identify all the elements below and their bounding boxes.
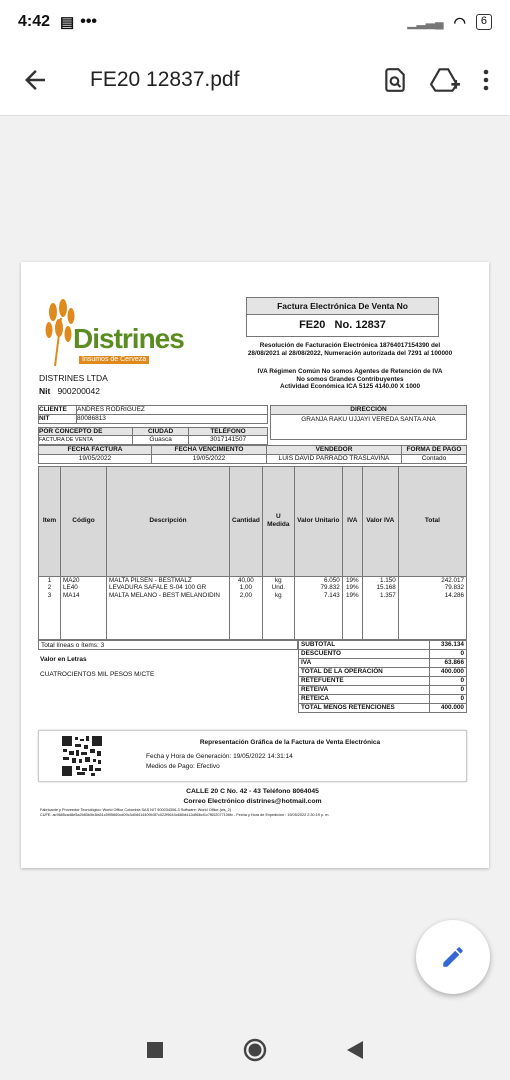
- dates-table: [38, 445, 467, 464]
- company-name: DISTRINES LTDA: [39, 373, 108, 383]
- company-nit: [39, 386, 100, 396]
- tax-line: No somos Grandes Contribuyentes: [296, 375, 404, 383]
- invoice-title: Factura Electrónica De Venta No: [247, 298, 438, 315]
- cliente-label: CLIENTE: [39, 406, 77, 415]
- totals-table: [298, 640, 467, 713]
- invoice-number-box: [246, 297, 439, 337]
- edit-pencil-icon: [440, 944, 466, 970]
- total-lines: Total líneas o ítems: 3: [38, 640, 298, 650]
- provider-info: Fabricante y Proveedor Tecnológico: World Office Colombia SAS NIT 900034306-3 Software: World Office (ws_2): [40, 808, 231, 812]
- concepto-label: POR CONCEPTO DE: [39, 427, 133, 436]
- more-vert-icon[interactable]: [482, 68, 490, 92]
- totals-row: IVA 63.866: [299, 659, 467, 668]
- wifi-icon: ◠: [453, 13, 466, 30]
- totals-row: RETEIVA 0: [299, 686, 467, 695]
- nit-client-value: 80086813: [77, 414, 268, 423]
- forma-pago-value: Contado: [402, 454, 467, 463]
- generation-date: Fecha y Hora de Generación: 19/05/2022 14:31:14: [146, 753, 293, 760]
- back-arrow-icon[interactable]: [20, 65, 50, 95]
- totals-row: RETEICA 0: [299, 695, 467, 704]
- col-header: Valor IVA: [362, 467, 398, 577]
- logo-tagline: Insumos de Cerveza: [79, 356, 149, 364]
- more-dots-icon: •••: [80, 13, 98, 30]
- table-row: 1 MA20 MALTA PILSEN - BESTMALZ 40,00 kg 6.050 19% 1.150 242.017: [39, 576, 467, 584]
- recents-square-icon[interactable]: [147, 1042, 163, 1058]
- payment-method: Medios de Pago: Efectivo: [146, 763, 220, 770]
- col-header: Total: [398, 467, 466, 577]
- totals-row: TOTAL MENOS RETENCIONES 400.000: [299, 704, 467, 713]
- search-document-icon[interactable]: [382, 67, 408, 93]
- totals-row: TOTAL DE LA OPERACIÓN 400.000: [299, 668, 467, 677]
- ciudad-value: Guasca: [133, 436, 189, 445]
- tax-line: IVA Régimen Común No somos Agentes de Retención de IVA: [257, 368, 443, 375]
- signal-icon: ▁▂▃▄: [407, 15, 444, 29]
- nit-label: Nit: [39, 386, 51, 396]
- pdf-page[interactable]: [21, 262, 489, 868]
- document-title: FE20 12837.pdf: [90, 67, 240, 91]
- ciudad-label: CIUDAD: [133, 427, 189, 436]
- tax-info: [247, 368, 453, 391]
- fecha-factura-value: 19/05/2022: [39, 454, 152, 463]
- client-table: [38, 405, 268, 445]
- invoice-number: FE20 No. 12837: [299, 319, 386, 332]
- fecha-venc-value: 19/05/2022: [152, 454, 267, 463]
- totals-row: DESCUENTO 0: [299, 650, 467, 659]
- col-header: Cantidad: [230, 467, 263, 577]
- company-logo: [41, 298, 184, 368]
- battery-icon: 6: [476, 14, 492, 30]
- direccion-value: GRANJA RAKU UJJAYI VEREDA SANTA ANA: [301, 415, 436, 423]
- cufe: CUFE: ac9685ca48e5a2b83b0b3fa51c5f95660cd09c3d0d414409b3f7c022f9644c680d412d866cf1c7f602077106fc - Fecha y Hora de Expedición : 19/05/2022 2:30:19 p. m.: [40, 813, 330, 817]
- status-time: 4:42: [18, 13, 51, 30]
- vendedor-label: VENDEDOR: [267, 446, 402, 455]
- representation-title: Representación Gráfica de la Factura de Venta Electrónica: [199, 739, 381, 746]
- nit-client-label: NIT: [39, 414, 77, 423]
- items-table: [38, 466, 467, 640]
- representation-box: [38, 730, 467, 782]
- valor-letras: CUATROCIENTOS MIL PESOS M/CTE: [40, 671, 155, 678]
- col-header: Valor Unitario: [294, 467, 342, 577]
- cliente-value: ANDRES RODRIGUEZ: [77, 406, 268, 415]
- table-row: 3 MA14 MALTA MELANO - BEST MELANOIDIN 2,00 kg 7.143 19% 1.357 14.286: [39, 592, 467, 639]
- qr-code-icon: [61, 735, 103, 777]
- resolution-text: Resolución de Facturación Electrónica 18764017154390 del 28/08/2021 al 28/08/2022, Numeración autorizada del 7291 al 100000: [247, 342, 453, 357]
- nit-value: 900200042: [57, 386, 100, 396]
- direccion-label: DIRECCIÓN: [271, 406, 466, 415]
- col-header: Código: [61, 467, 107, 577]
- col-header: Item: [39, 467, 61, 577]
- col-header: IVA: [342, 467, 362, 577]
- telefono-value: 3017141507: [189, 436, 268, 445]
- fecha-venc-label: FECHA VENCIMIENTO: [152, 446, 267, 455]
- company-address: CALLE 20 C No. 42 - 43 Teléfono 8064045: [186, 788, 319, 795]
- col-header: Descripción: [107, 467, 230, 577]
- totals-row: RETEFUENTE 0: [299, 677, 467, 686]
- tax-line: Actividad Económica ICA 5125 4140.00 X 1000: [279, 383, 421, 391]
- app-bar: [0, 44, 510, 116]
- back-triangle-icon[interactable]: [347, 1041, 363, 1059]
- message-icon: ▤: [60, 14, 75, 31]
- direccion-box: [270, 405, 467, 440]
- system-nav-bar: [0, 1020, 510, 1080]
- totals-row: SUBTOTAL 336.134: [299, 641, 467, 650]
- home-circle-icon[interactable]: [243, 1038, 267, 1062]
- status-bar: [0, 0, 510, 44]
- col-header: U Medida: [262, 467, 294, 577]
- edit-fab-button[interactable]: [416, 920, 490, 994]
- valor-letras-label: Valor en Letras: [40, 656, 87, 663]
- concepto-value: FACTURA DE VENTA: [39, 436, 133, 445]
- vendedor-value: LUIS DAVID PARRADO TRASLAVIÑA: [267, 454, 402, 463]
- drive-add-icon[interactable]: [430, 67, 460, 93]
- telefono-label: TELÉFONO: [189, 427, 268, 436]
- company-email: Correo Electrónico distrines@hotmail.com: [183, 798, 322, 805]
- table-row: 2 LE40 LEVADURA SAFALE S-04 100 GR 1,00 Und. 79.832 19% 15.168 79.832: [39, 584, 467, 592]
- logo-name: Distrines: [73, 323, 184, 354]
- forma-pago-label: FORMA DE PAGO: [402, 446, 467, 455]
- fecha-factura-label: FECHA FACTURA: [39, 446, 152, 455]
